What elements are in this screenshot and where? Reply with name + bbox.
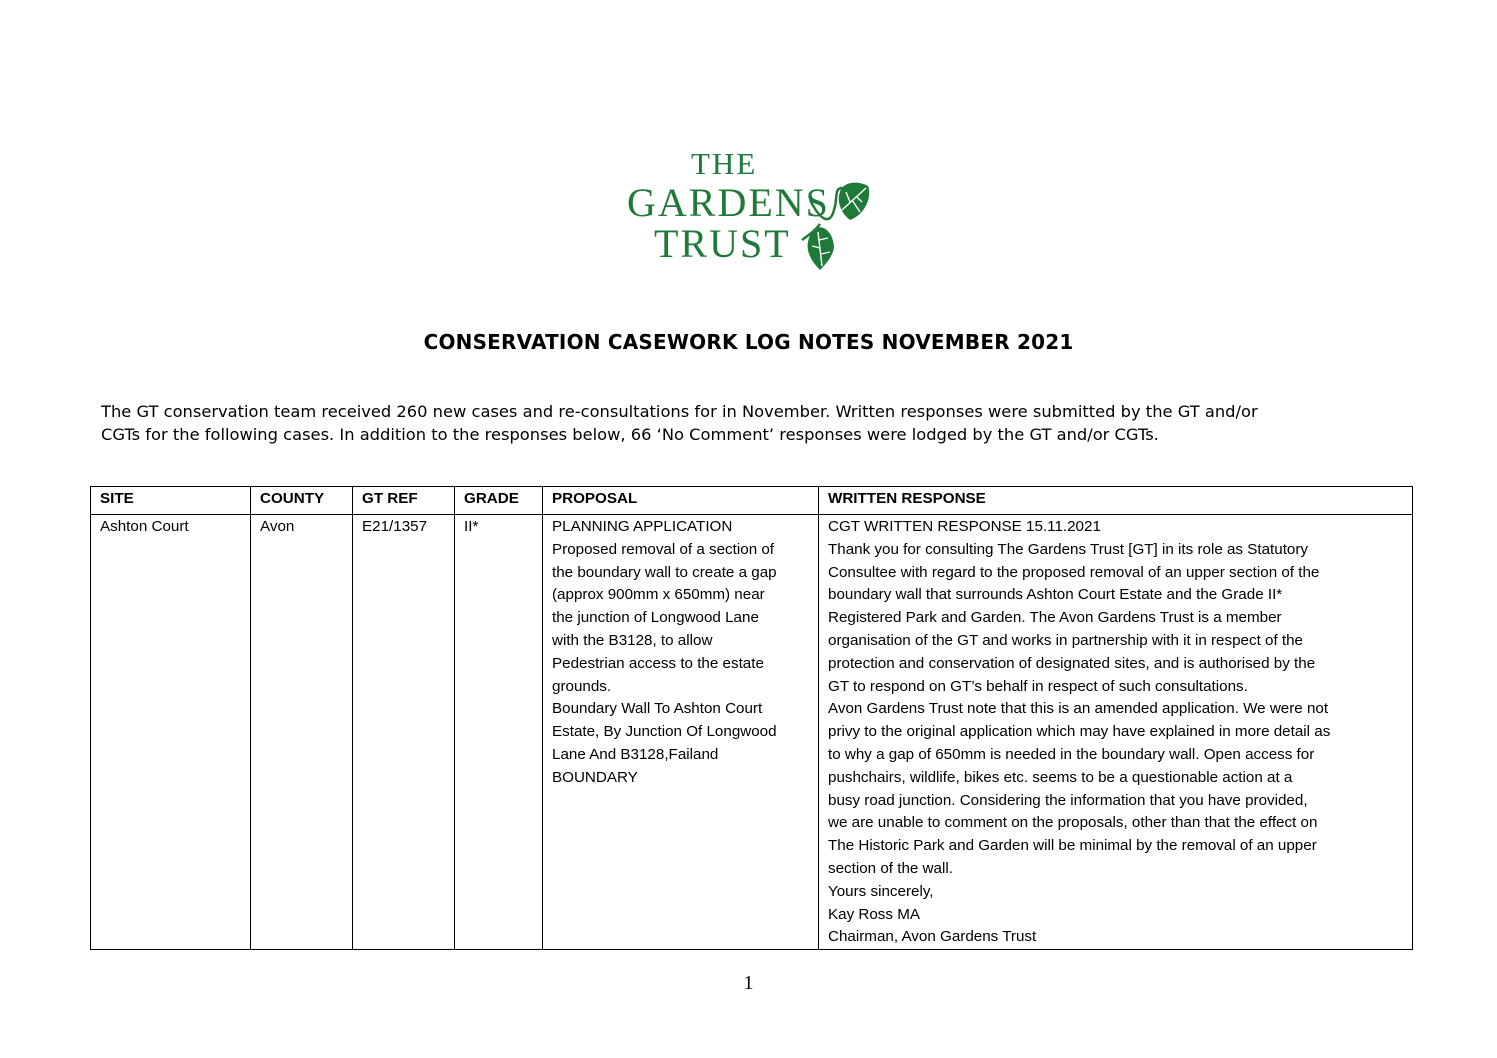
proposal-line: Estate, By Junction Of Longwood: [552, 723, 777, 741]
header-written-response: WRITTEN RESPONSE: [819, 487, 1413, 515]
response-line: boundary wall that surrounds Ashton Court Estate and the Grade II*: [828, 586, 1283, 604]
proposal-line: grounds.: [552, 677, 612, 695]
cell-gt-ref: E21/1357: [353, 515, 455, 950]
proposal-line: Lane And B3128,Failand: [552, 745, 719, 763]
cell-grade: II*: [455, 515, 543, 950]
intro-line-1: The GT conservation team received 260 new cases and re-consultations for in November. Written responses were submitted by the GT and/or: [101, 402, 1258, 421]
cell-site: Ashton Court: [91, 515, 251, 950]
logo-text-trust: TRUST: [654, 221, 791, 266]
response-line: privy to the original application which may have explained in more detail as: [828, 723, 1331, 741]
response-line: Yours sincerely,: [828, 882, 934, 900]
response-line: Thank you for consulting The Gardens Trust [GT] in its role as Statutory: [828, 540, 1309, 558]
document-title: CONSERVATION CASEWORK LOG NOTES NOVEMBER 2021: [423, 330, 1074, 354]
header-county: COUNTY: [251, 487, 353, 515]
table-header-row: [91, 487, 1413, 515]
response-line: Chairman, Avon Gardens Trust: [828, 928, 1037, 946]
intro-paragraph: [101, 400, 1401, 446]
response-line: pushchairs, wildlife, bikes etc. seems to be a questionable action at a: [828, 768, 1293, 786]
cell-proposal: [543, 515, 819, 950]
table-row: [91, 515, 1413, 950]
response-line: busy road junction. Considering the information that you have provided,: [828, 791, 1308, 809]
response-line: Avon Gardens Trust note that this is an amended application. We were not: [828, 700, 1329, 718]
response-line: we are unable to comment on the proposals, other than that the effect on: [828, 814, 1318, 832]
header-site: SITE: [91, 487, 251, 515]
header-proposal: PROPOSAL: [543, 487, 819, 515]
proposal-line: BOUNDARY: [552, 768, 638, 786]
proposal-line: Boundary Wall To Ashton Court: [552, 700, 763, 718]
cell-written-response: [819, 515, 1413, 950]
logo-text-gardens: GARDENS: [627, 180, 830, 225]
leaf-vine-icon: [620, 140, 880, 275]
logo-text-the: THE: [691, 146, 758, 181]
response-line: The Historic Park and Garden will be minimal by the removal of an upper: [828, 837, 1317, 855]
header-grade: GRADE: [455, 487, 543, 515]
proposal-line: (approx 900mm x 650mm) near: [552, 586, 765, 604]
response-line: Registered Park and Garden. The Avon Gardens Trust is a member: [828, 609, 1282, 627]
response-line: Kay Ross MA: [828, 905, 920, 923]
response-line: organisation of the GT and works in partnership with it in respect of the: [828, 631, 1304, 649]
response-line: section of the wall.: [828, 859, 953, 877]
response-line: to why a gap of 650mm is needed in the boundary wall. Open access for: [828, 745, 1315, 763]
header-gt-ref: GT REF: [353, 487, 455, 515]
response-line: protection and conservation of designated sites, and is authorised by the: [828, 654, 1316, 672]
page-number: 1: [743, 972, 754, 994]
response-line: CGT WRITTEN RESPONSE 15.11.2021: [828, 518, 1101, 535]
intro-line-2: CGTs for the following cases. In addition to the responses below, 66 ‘No Comment’ responses were lodged by the GT and/or CGTs.: [101, 425, 1159, 444]
gardens-trust-logo: [620, 140, 880, 275]
proposal-line: Proposed removal of a section of: [552, 540, 775, 558]
response-line: Consultee with regard to the proposed removal of an upper section of the: [828, 563, 1320, 581]
proposal-line: Pedestrian access to the estate: [552, 654, 764, 672]
proposal-line: with the B3128, to allow: [552, 631, 713, 649]
casework-table: [90, 486, 1413, 950]
proposal-line: the junction of Longwood Lane: [552, 609, 759, 627]
response-line: GT to respond on GT’s behalf in respect of such consultations.: [828, 677, 1248, 695]
proposal-line: PLANNING APPLICATION: [552, 518, 733, 535]
proposal-line: the boundary wall to create a gap: [552, 563, 777, 581]
cell-county: Avon: [251, 515, 353, 950]
